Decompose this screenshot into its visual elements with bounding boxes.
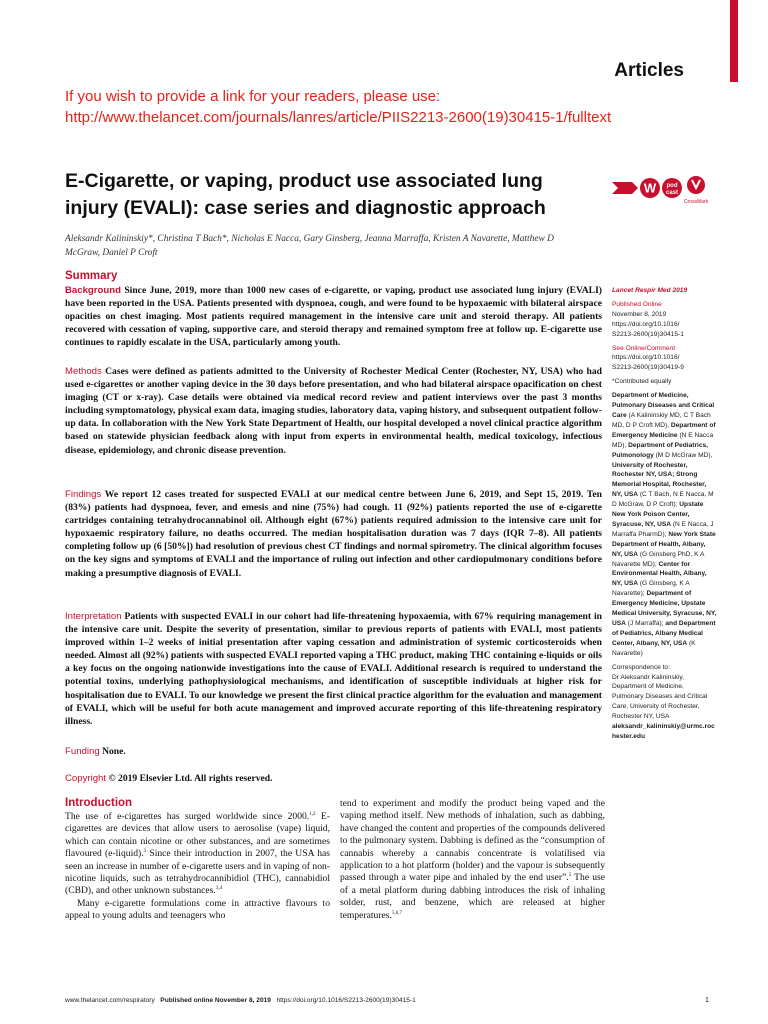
intro-column-2: [340, 798, 605, 922]
citation: 5,6,7: [391, 910, 402, 916]
svg-text:pod: pod: [666, 183, 678, 189]
intro-column-1: [65, 811, 330, 923]
intro-text: Since their introduction in 2007, the USA has seen an increase in number of e-cigarette users and in vaping of non-nicotine liquids, such as tetrahydrocannibidiol (THC), cannabidiol (CBD), and other unknown substances.: [65, 848, 330, 897]
intro-text: The use of a metal platform during dabbing introduces the risk of inhaling solder, rust, and benzene, which are released at higher temperatures.: [340, 872, 605, 921]
copyright-text: © 2019 Elsevier Ltd. All rights reserved.: [108, 773, 273, 784]
affiliation-authors: (J Marraffa);: [625, 620, 666, 627]
doi-link-1b[interactable]: S2213-2600(19)30415-1: [612, 330, 684, 338]
affiliation-authors: (G Ginsberg, K A Navarette);: [612, 580, 690, 598]
summary-methods: [65, 365, 602, 457]
footer-doi[interactable]: https://doi.org/10.1016/S2213-2600(19)30415-1: [276, 997, 416, 1004]
citation: 1,2: [309, 811, 316, 817]
summary-background: [65, 284, 602, 349]
methods-label: Methods: [65, 366, 102, 377]
contributed-note: *Contributed equally: [612, 378, 672, 386]
correspondence-email[interactable]: aleksandr_kalininskiy@urmc.rochester.edu: [612, 723, 715, 740]
section-label: Articles: [614, 60, 684, 81]
doi-link-2a[interactable]: https://doi.org/10.1016/: [612, 354, 680, 362]
findings-text: We report 12 cases treated for suspected EVALI at our medical centre between June 6, 2019, and Sept 15, 2019. Ten (83%) patients had dyspnoea, fever, and emesis and nine (75%) had cough. 11 (92%) patients reported the use of e-cigarette cartridges containing tetrahydrocannabinol oil. Although eight (67%) patients required admission to the intensive care unit for hypoxaemic respiratory failure, no deaths occurred. The median hospitalisation duration was 7 days (IQR 7–8). All patients completing follow up (6 [50%]) had resolution of previous chest CT findings and normal spirometry. The clinical algorithm focuses on the key signs and symptoms of EVALI and the importance of ruling out infection and other cardiopulmonary conditions before making a presumptive diagnosis of EVALI.: [65, 489, 602, 579]
affiliation-name: Department of Pediatrics, Pulmonology: [612, 441, 709, 459]
summary-interpretation: [65, 610, 602, 728]
affiliation-name: Upstate New York Poison Center, Syracuse, NY, USA: [612, 501, 704, 528]
affiliation-name: Department of Emergency Medicine: [612, 421, 716, 439]
w-icon[interactable]: [640, 178, 660, 198]
svg-text:cast: cast: [665, 190, 679, 196]
citation: 5: [568, 873, 572, 879]
correspondence-text: Dr Aleksandr Kalininskiy, Department of Medicine, Pulmonary Diseases and Critical Care, University of Rochester, Rochester NY, USA: [612, 673, 708, 721]
interpretation-text: Patients with suspected EVALI in our cohort had life-threatening hypoxaemia, with 67% requiring management in the intensive care unit. Despite the severity of presentation, similar to previous reports of patients with EVALI, most patients improved within 1–2 weeks of initial presentation after vaping cessation and administration of systemic corticosteroids when needed. Almost all (92%) patients with suspected EVALI reported vaping a THC product, making THC containing e-liquids or oils a key focus on the ongoing nationwide investigations into the cause of EVALI. Additional research is required to understand the potential toxins, underlying pathophysiological mechanisms, and identification of susceptible individuals at higher risk for hospitalisation due to EVALI. To our knowledge we present the first clinical practice algorithm for the evaluation and management of EVALI, which will be useful for both acute management and improved accurate reporting of this life-threatening respiratory illness.: [65, 611, 603, 727]
svg-text:CrossMark: CrossMark: [683, 199, 709, 205]
affiliations: [612, 391, 717, 658]
background-label: Background: [65, 285, 121, 296]
footer-site[interactable]: www.thelancet.com/respiratory: [65, 997, 155, 1004]
intro-text: tend to experiment and modify the product being vaped and the vaping method itself. New methods of inhalation, such as dabbing, have changed the content and properties of the compounds delivered to the pulmonary system. Dabbing is defined as the “consumption of cannabis whereby a cannabis concentrate is volatilised via application to a hot platform (holder) and the vapour is subsequently passed through a water pipe and inhaled by the end user”.: [340, 798, 605, 884]
badge-group: [610, 168, 720, 208]
intro-paragraph-2: Many e-cigarette formulations come in attractive flavours to appeal to young adults and teenagers who: [65, 897, 330, 922]
summary-funding: [65, 745, 602, 758]
citation: 3: [143, 849, 147, 855]
sidebar: [612, 286, 717, 742]
affiliation-name: Department of Medicine, Pulmonary Diseases and Critical Care: [612, 392, 715, 419]
page-footer: [65, 997, 416, 1004]
affiliation-authors: (A Kalininskiy MD, C T Bach MD, D P Croft MD),: [612, 411, 711, 429]
doi-link-2b[interactable]: S2213-2600(19)30419-9: [612, 364, 684, 372]
funding-text: None.: [102, 746, 126, 757]
doi-link-1a[interactable]: https://doi.org/10.1016/: [612, 320, 680, 328]
affiliation-authors: (N E Nacca MD),: [612, 431, 714, 449]
article-title: E-Cigarette, or vaping, product use associated lung injury (EVALI): case series and diagnostic approach: [65, 170, 546, 219]
crossmark-icon[interactable]: [684, 176, 709, 205]
svg-text:W: W: [643, 180, 657, 196]
intro-text: The use of e-cigarettes has surged worldwide since 2000.: [65, 811, 310, 822]
see-comment-label[interactable]: See Online/Comment: [612, 344, 676, 352]
summary-heading: Summary: [65, 270, 118, 282]
badges-svg: [610, 168, 720, 208]
affiliation-authors: (G Ginsberg PhD, K A Navarette MD);: [612, 550, 704, 568]
link-note: [65, 86, 611, 128]
header-accent-bar: [730, 0, 738, 82]
published-label: Published Online: [612, 300, 662, 308]
affiliation-authors: (N E Nacca, J Marraffa PharmD);: [612, 520, 714, 538]
link-note-text: If you wish to provide a link for your readers, please use:: [65, 88, 441, 105]
funding-label: Funding: [65, 746, 100, 757]
affiliation-name: New York State Department of Health, Albany, NY, USA: [612, 530, 716, 558]
affiliation-authors: (M D McGraw MD),: [653, 451, 713, 459]
podcast-icon[interactable]: [662, 178, 682, 198]
affiliation-name: Department of Emergency Medicine, Upstate Medical University, Syracuse, NY, USA: [612, 590, 717, 627]
affiliation-name: Center for Environmental Health, Albany, NY, USA: [612, 560, 707, 588]
correspondence-label: Correspondence to:: [612, 663, 670, 671]
affiliation-name: University of Rochester, Rochester NY, USA; Strong Memorial Hospital, Rochester, NY, USA: [612, 461, 707, 499]
findings-label: Findings: [65, 489, 102, 500]
introduction-heading: Introduction: [65, 797, 133, 809]
affiliation-authors: (C T Bach, N E Nacca, M D McGraw, D P Croft);: [612, 491, 714, 509]
copyright-label: Copyright: [65, 773, 107, 784]
page-number: 1: [705, 997, 709, 1004]
published-date: November 8, 2019: [612, 310, 667, 318]
journal-name: Lancet Respir Med 2019: [612, 287, 688, 294]
footer-published: Published online November 8, 2019: [160, 997, 271, 1004]
summary-copyright: [65, 772, 602, 785]
citation: 3,4: [215, 886, 223, 892]
intro-text: E-cigarettes are devices that allow users to aerosolise (vape) liquid, which can contain nicotine or other substances, and are sometimes flavoured (e-liquid).: [65, 811, 330, 860]
interpretation-label: Interpretation: [65, 611, 122, 622]
background-text: Since June, 2019, more than 1000 new cases of e-cigarette, or vaping, product use associated lung injury (EVALI) have been reported in the USA. Patients presented with dyspnoea, cough, and were found to be hypoxaemic with bilateral airspace opacities on chest imaging. Most patients required management in the intensive care unit and steroid therapy. All patients recovered with cessation of vaping, supportive care, and steroid therapy and remained symptom free at follow up. E-cigarette use continues to rapidly escalate in the USA, particularly among youth.: [65, 285, 602, 349]
affiliation-name: and Department of Pediatrics, Albany Medical Center, Albany, NY, USA: [612, 620, 716, 647]
author-list: Aleksandr Kalininskiy*, Christina T Bach*, Nicholas E Nacca, Gary Ginsberg, Jeanna Marraffa, Kristen A Navarette, Matthew D McGraw, Daniel P Croft: [65, 234, 554, 258]
affiliation-authors: (K Navarette): [612, 639, 696, 657]
intro-paragraph-1: [65, 811, 330, 898]
arrow-icon: [612, 182, 638, 194]
article-url-link[interactable]: http://www.thelancet.com/journals/lanres/article/PIIS2213-2600(19)30415-1/fulltext: [65, 109, 612, 126]
summary-findings: [65, 488, 602, 580]
methods-text: Cases were defined as patients admitted to the University of Rochester Medical Center (Rochester, NY, USA) who had used e-cigarettes or another vaping device in the 30 days before presentation, and who had bilateral airspace opacification on chest imaging (CT or x-ray). Case details were obtained via medical record review and patient interviews over the past 3 months including symptomatology, physical exam data, imaging studies, laboratory data, vaping history, and subsequent outpatient follow-up data. In collaboration with the New York State Department of Health, our hospital developed a novel clinical practice algorithm based on statewide physician feedback along with input from experts in environmental health, medical toxicology, infectious disease, epidemiology, and chronic disease prevention.: [65, 366, 603, 456]
